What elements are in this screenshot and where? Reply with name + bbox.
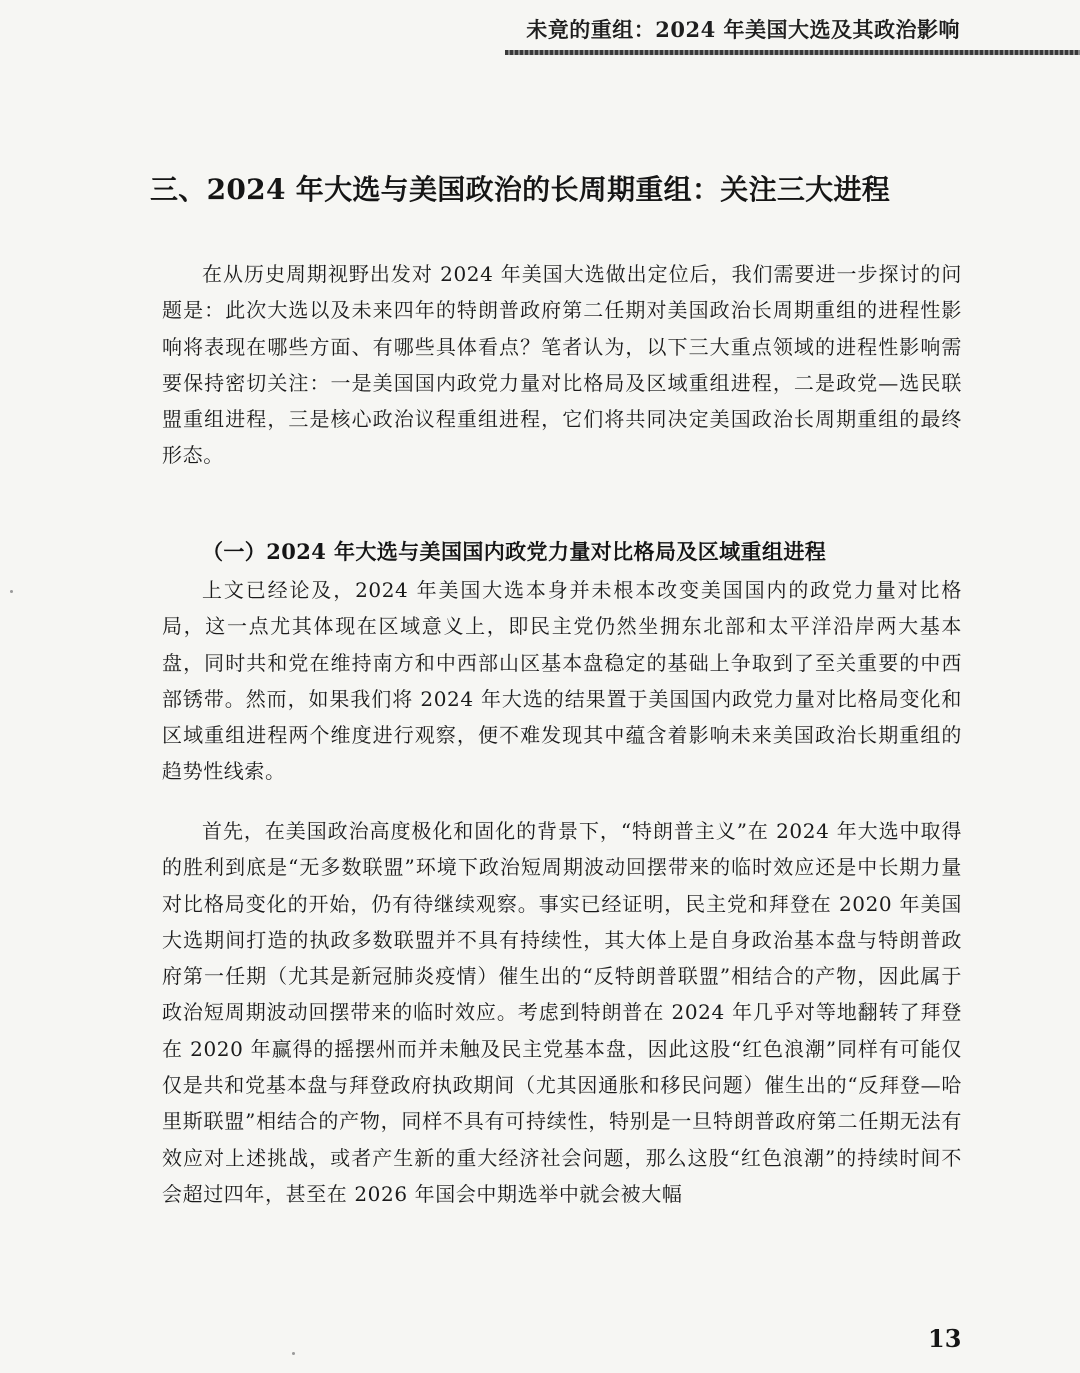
running-head: 未竟的重组：2024 年美国大选及其政治影响 (526, 17, 960, 42)
body-paragraph-3: 首先，在美国政治高度极化和固化的背景下，“特朗普主义”在 2024 年大选中取得的胜利到底是“无多数联盟”环境下政治短周期波动回摆带来的临时效应还是中长期力量对比格局变化的开始，仍有待继续观察。事实已经证明，民主党和拜登在 2020 年美国大选期间打造的执政多数联盟并不具有持续性，其大体上是自身政治基本盘与特朗普政府第一任期（尤其是新冠肺炎疫情）催生出的“反特朗普联盟”相结合的产物，因此属于政治短周期波动回摆带来的临时效应。考虑到特朗普在 2024 年几乎对等地翻转了拜登在 2020 年赢得的摇摆州而并未触及民主党基本盘，因此这股“红色浪潮”同样有可能仅仅是共和党基本盘与拜登政府执政期间（尤其因通胀和移民问题）催生出的“反拜登—哈里斯联盟”相结合的产物，同样不具有可持续性，特别是一旦特朗普政府第二任期无法有效应对上述挑战，或者产生新的重大经济社会问题，那么这股“红色浪潮”的持续时间不会超过四年，甚至在 2026 年国会中期选举中就会被大幅 (162, 819, 962, 1206)
page-number: 13 (928, 1324, 962, 1353)
scan-speck (292, 1352, 295, 1355)
section-title: 三、2024 年大选与美国政治的长周期重组：关注三大进程 (150, 173, 891, 206)
body-paragraph-2: 上文已经论及，2024 年美国大选本身并未根本改变美国国内的政党力量对比格局，这一点尤其体现在区域意义上，即民主党仍然坐拥东北部和太平洋沿岸两大基本盘，同时共和党在维持南方和中西部山区基本盘稳定的基础上争取到了至关重要的中西部锈带。然而，如果我们将 2024 年大选的结果置于美国国内政党力量对比格局变化和区域重组进程两个维度进行观察，便不难发现其中蕴含着影响未来美国政治长期重组的趋势性线索。 (162, 578, 962, 784)
scan-speck (10, 590, 13, 593)
header-rule (505, 50, 1080, 55)
subsection-title: （一）2024 年大选与美国国内政党力量对比格局及区域重组进程 (202, 539, 827, 564)
intro-paragraph: 在从历史周期视野出发对 2024 年美国大选做出定位后，我们需要进一步探讨的问题是：此次大选以及未来四年的特朗普政府第二任期对美国政治长周期重组的进程性影响将表现在哪些方面、有哪些具体看点？笔者认为，以下三大重点领域的进程性影响需要保持密切关注：一是美国国内政党力量对比格局及区域重组进程，二是政党—选民联盟重组进程，三是核心政治议程重组进程，它们将共同决定美国政治长周期重组的最终形态。 (162, 262, 962, 468)
